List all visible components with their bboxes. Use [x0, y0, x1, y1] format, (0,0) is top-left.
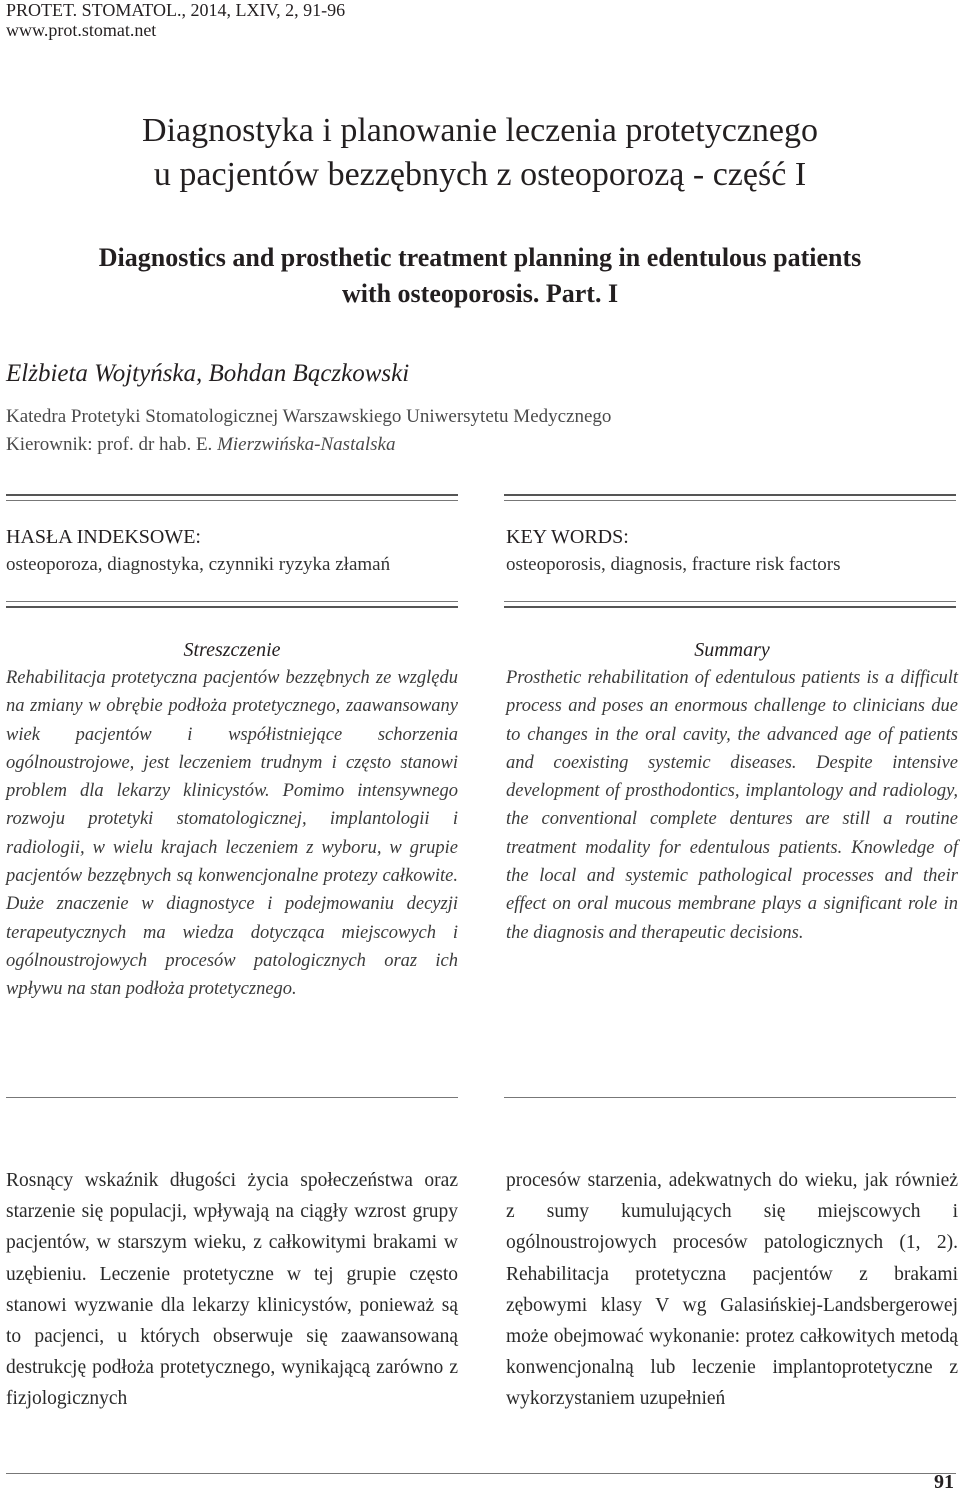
title-pl-line1: Diagnostyka i planowanie leczenia protetycznego	[142, 112, 818, 149]
journal-reference: PROTET. STOMATOL., 2014, LXIV, 2, 91-96	[6, 0, 346, 20]
department-head	[6, 431, 395, 459]
abstract-divider-left	[6, 1097, 458, 1098]
keywords-pl-bottom-rule-thin	[6, 601, 458, 602]
department-head-name: Mierzwińska-Nastalska	[217, 434, 396, 455]
page-number: 91	[934, 1471, 954, 1493]
abstract-en-title: Summary	[694, 639, 770, 661]
keywords-pl-top-rule	[6, 494, 458, 496]
title-pl-line2: u pacjentów bezzębnych z osteoporozą - część I	[153, 156, 807, 193]
affiliation-line: Katedra Protetyki Stomatologicznej Warszawskiego Uniwersytetu Medycznego	[6, 406, 612, 427]
keywords-en-text: osteoporosis, diagnosis, fracture risk factors	[506, 554, 841, 575]
keywords-en-top-rule	[504, 494, 956, 496]
keywords-pl-top-rule-thin	[6, 500, 458, 501]
abstract-en-text: Prosthetic rehabilitation of edentulous patients is a difficult process and poses an enormous challenge to clinicians due to changes in the oral cavity, the advanced age of patients and coexisting systemic diseases. Despite intensive development of prosthodontics, implantology and radiology, the conventional complete dentures are still a routine treatment modality for edentulous patients. Knowledge of the local and systemic pathological processes and their effect on oral mucous membrane plays a significant role in the diagnosis and therapeutic decisions.	[506, 668, 958, 943]
authors: Elżbieta Wojtyńska, Bohdan Bączkowski	[6, 360, 410, 387]
title-en-line2: with osteoporosis. Part. I	[341, 279, 619, 308]
journal-url: www.prot.stomat.net	[6, 20, 157, 40]
keywords-en-bottom-rule	[504, 606, 956, 608]
keywords-en-heading: KEY WORDS:	[506, 526, 629, 548]
abstract-pl-title: Streszczenie	[183, 639, 281, 661]
body-column-right: procesów starzenia, adekwatnych do wieku, jak również z sumy kumulujących się miejscowych i ogólnoustrojowych procesów patologicznych (1, 2). Rehabilitacja protetyczna pacjentów z brakami zębowymi klasy V wg Galasińskiej-Landsbergerowej może obejmować wykonanie: protez całkowitych metodą konwencjonalną lub leczenie implantoprotetyczne z wykorzystaniem uzupełnień	[506, 1170, 958, 1410]
abstract-pl-text: Rehabilitacja protetyczna pacjentów bezzębnych ze względu na zmiany w obrębie podłoża protetycznego, zaawansowany wiek pacjentów i współistniejące schorzenia ogólnoustrojowe, jest leczeniem trudnym i często stanowi problem dla lekarzy klinicystów. Pomimo intensywnego rozwoju protetyki stomatologicznej, implantologii i radiologii, w wielu krajach leczeniem z wyboru, w grupie pacjentów bezzębnych są konwencjonalne protezy całkowite. Duże znaczenie w diagnostyce i podejmowaniu decyzji terapeutycznych ma wiedza dotycząca miejscowych i ogólnoustrojowych procesów patologicznych oraz ich wpływu na stan podłoża protetycznego.	[6, 668, 458, 1000]
abstract-divider-right	[504, 1097, 956, 1098]
keywords-pl-text: osteoporoza, diagnostyka, czynniki ryzyka złamań	[6, 554, 391, 575]
body-column-left: Rosnący wskaźnik długości życia społeczeństwa oraz starzenie się populacji, wpływają na ciągły wzrost grupy pacjentów, w starszym wieku, z całkowitymi brakami w uzębieniu. Leczenie protetyczne w tej grupie często stanowi wyzwanie dla lekarzy klinicystów, ponieważ są to pacjenci, u których obserwuje się zaawansowaną destrukcję podłoża protetycznego, wynikającą zarówno z fizjologicznych	[6, 1170, 458, 1410]
keywords-en-bottom-rule-thin	[504, 601, 956, 602]
keywords-pl-heading: HASŁA INDEKSOWE:	[6, 526, 201, 548]
keywords-en-top-rule-thin	[504, 500, 956, 501]
title-en-line1: Diagnostics and prosthetic treatment planning in edentulous patients	[98, 243, 862, 272]
department-head-prefix: Kierownik: prof. dr hab. E.	[6, 434, 218, 455]
keywords-pl-bottom-rule	[6, 606, 458, 608]
footer-rule	[6, 1473, 956, 1474]
